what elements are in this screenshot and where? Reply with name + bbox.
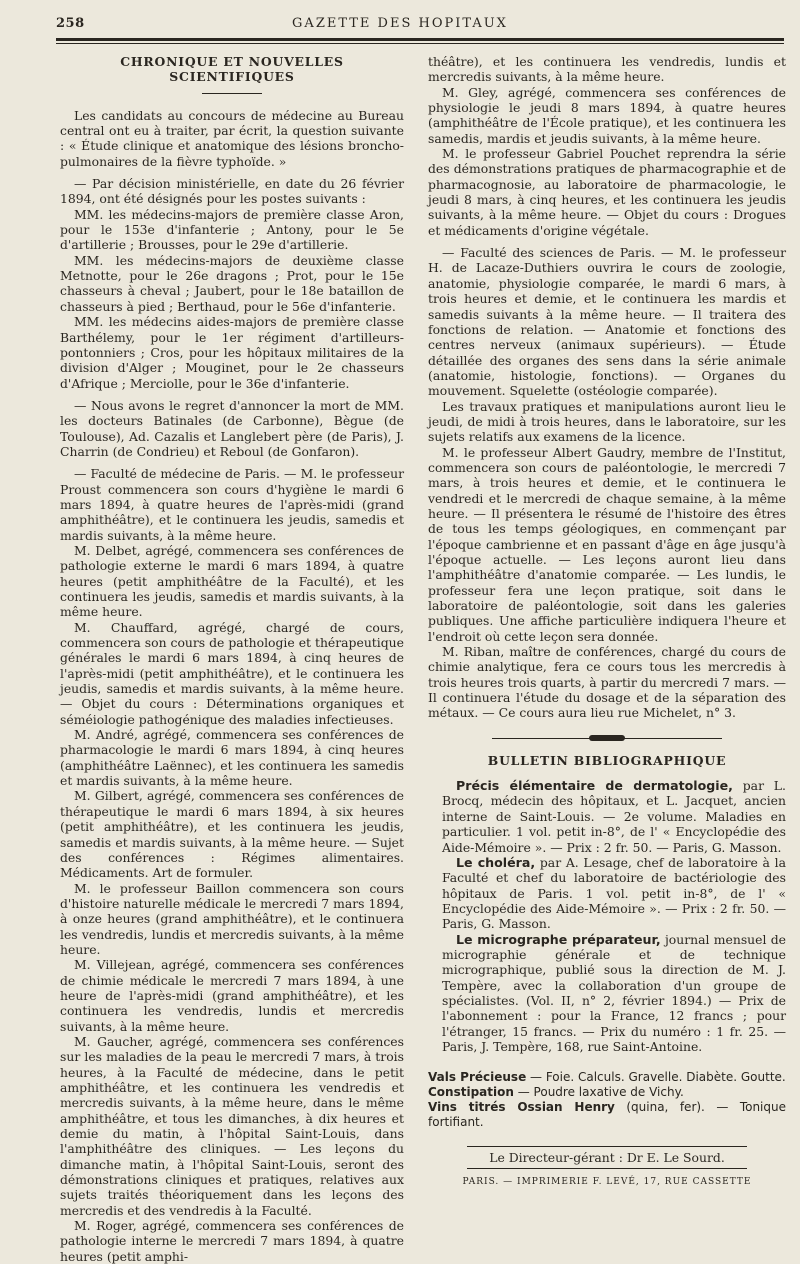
paragraph: — Nous avons le regret d'annoncer la mort de MM. les docteurs Batinales (de Carbonne), Bègue (de Toulouse), Ad. Cazalis et Langlebert père (de Paris), J. Charrin (de Condrieu) et Reboul (de Gonfaron). — [60, 397, 404, 459]
entry-text: par A. Lesage, chef de laboratoire à la Faculté et chef du laboratoire de bactériologie des hôpitaux de Paris. 1 vol. petit in-8°, de l' « Encyclopédie des Aide-Mémoire ». — Prix : 2 fr. 50. — Paris, G. Masson. — [442, 854, 786, 932]
paragraph: M. Roger, agrégé, commencera ses conférences de pathologie interne le mercredi 7 mars 1894, à quatre heures (petit amphi- — [60, 1218, 404, 1264]
header-rule — [56, 38, 784, 44]
ad-title: Vins titrés Ossian Henry — [428, 1100, 615, 1115]
paragraph: M. le professeur Baillon commencera son cours d'histoire naturelle médicale le mercredi 7 mars 1894, à onze heures (grand amphithéâtre), et le continuera les vendredis, lundis et mercredis suivants, à la même heure. — [60, 880, 404, 957]
chronique-title: CHRONIQUE ET NOUVELLES SCIENTIFIQUES — [120, 54, 344, 85]
left-column — [60, 54, 404, 1264]
paragraph: théâtre), et les continuera les vendredis, lundis et mercredis suivants, à la même heure. — [428, 54, 786, 85]
entry-title: Précis élémentaire de dermatologie, — [456, 778, 733, 794]
right-column — [428, 54, 786, 1190]
paragraph: — Faculté de médecine de Paris. — M. le professeur Proust commencera son cours d'hygiène le mardi 6 mars 1894, à quatre heures de l'après-midi (grand amphithéâtre), et le continuera les jeudis, samedis et mardis suivants, à la même heure. — [60, 466, 404, 543]
entry-text: par L. Brocq, médecin des hôpitaux, et L. Jacquet, ancien interne de Saint-Louis. — 2e volume. Maladies en particulier. 1 vol. petit in-8°, de l' « Encyclopédie des Aide-Mémoire ». — Prix : 2 fr. 50. — Paris, G. Masson. — [442, 778, 786, 855]
paragraph: M. Riban, maître de conférences, chargé du cours de chimie analytique, fera ce cours tous les mercredis à trois heures trois quarts, à partir du mercredi 7 mars. — Il continuera l'étude du dosage et de la séparation des métaux. — Ce cours aura lieu rue Michelet, n° 3. — [428, 644, 786, 721]
entry-text: journal mensuel de micrographie générale et de technique micrographique, publié sous la direction de M. J. Tempère, avec la collaboration d'un groupe de spécialistes. (Vol. II, n° 2, février 1894.) — Prix de l'abonnement : pour la France, 12 francs ; pour l'étranger, 15 francs. — Prix du numéro : 1 fr. 25. — Paris, J. Tempère, 168, rue Saint-Antoine. — [442, 931, 786, 1054]
advertisements — [428, 1070, 786, 1130]
paragraph: — Par décision ministérielle, en date du 26 février 1894, ont été désignés pour les postes suivants : — [60, 176, 404, 207]
paragraph: M. Villejean, agrégé, commencera ses conférences de chimie médicale le mercredi 7 mars 1894, à une heure de l'après-midi (grand amphithéâtre), et les continuera les vendredis, lundis et mercredis suivants, à la même heure. — [60, 957, 404, 1034]
paragraph: Les travaux pratiques et manipulations auront lieu le jeudi, de midi à trois heures, dans le laboratoire, sur les sujets relatifs aux examens de la licence. — [428, 398, 786, 445]
page-number: 258 — [56, 16, 85, 31]
ad-title: Constipation — [428, 1085, 514, 1100]
entry-title: Le micrographe préparateur, — [456, 931, 661, 947]
paragraph: MM. les médecins-majors de deuxième classe Metnotte, pour le 26e dragons ; Prot, pour le 15e chasseurs à cheval ; Jaubert, pour le 18e bataillon de chasseurs à pied ; Berthaud, pour le 56e d'infanterie. — [60, 252, 404, 314]
gerant-signature: Le Directeur-gérant : Dr E. Le Sourd. — [489, 1150, 725, 1166]
bulletin-title: BULLETIN BIBLIOGRAPHIQUE — [487, 752, 727, 768]
paragraph: M. André, agrégé, commencera ses conférences de pharmacologie le mardi 6 mars 1894, à cinq heures (amphithéâtre Laënnec), et les continuera les samedis et mardis suivants, à la même heure. — [60, 727, 404, 789]
paragraph: MM. les médecins aides-majors de première classe Barthélemy, pour le 1er régiment d'artilleurs-pontonniers ; Cros, pour les hôpitaux militaires de la division d'Alger ; Mouginet, pour le 2e chasseurs d'Afrique ; Merciolle, pour le 36e d'infanterie. — [60, 314, 404, 391]
paragraph: — Faculté des sciences de Paris. — M. le professeur H. de Lacaze-Duthiers ouvrira le cours de zoologie, anatomie, physiologie comparée, le mardi 6 mars, à trois heures et demie, et le continuera les mardis et samedis suivants à la même heure. — Il traitera des fonctions de relation. — Anatomie et fonctions des centres nerveux (animaux supérieurs). — Étude détaillée des organes des sens dans la série animale (anatomie, histologie, fonctions). — Organes du mouvement. Squelette (ostéologie comparée). — [428, 245, 786, 399]
gerant-block — [428, 1146, 786, 1190]
ad-line — [428, 1085, 786, 1100]
paragraph: M. le professeur Gabriel Pouchet reprendra la série des démonstrations pratiques de pharmacographie et de pharmacognosie, au laboratoire de pharmacologie, le jeudi 8 mars, à cinq heures, et les continuera les jeudis suivants, à la même heure. — Objet du cours : Drogues et médicaments d'origine végétale. — [428, 146, 786, 238]
ad-line — [428, 1100, 786, 1130]
ad-text: (quina, fer). — Tonique fortifiant. — [428, 1100, 786, 1130]
paragraph: M. Delbet, agrégé, commencera ses conférences de pathologie externe le mardi 6 mars 1894, à quatre heures (petit amphithéâtre de la Faculté), et les continuera les jeudis, samedis et mardis suivants, à la même heure. — [60, 542, 404, 620]
entry-title: Le choléra, — [456, 854, 536, 870]
bibliography-entry — [428, 855, 786, 932]
paragraph: M. Gley, agrégé, commencera ses conférences de physiologie le jeudi 8 mars 1894, à quatre heures (amphithéâtre de l'École pratique), et les continuera les samedis, mardis et jeudis suivants, à la même heure. — [428, 84, 786, 146]
title-rule — [202, 93, 262, 94]
ad-text: — Foie. Calculs. Gravelle. Diabète. Goutte. — [526, 1070, 786, 1085]
gerant-rule-bottom — [467, 1168, 747, 1169]
running-title: GAZETTE DES HOPITAUX — [292, 16, 508, 31]
bibliography-entry — [428, 778, 786, 855]
paragraph: MM. les médecins-majors de première classe Aron, pour le 153e d'infanterie ; Antony, pour le 5e d'artillerie ; Brousses, pour le 29e d'artillerie. — [60, 206, 404, 253]
paragraph: M. Gilbert, agrégé, commencera ses conférences de thérapeutique le mardi 6 mars 1894, à six heures (petit amphithéâtre), et les continuera les jeudis, samedis et mardis suivants, à la même heure. — Sujet des conférences : Régimes alimentaires. Médicaments. Art de formuler. — [60, 788, 404, 881]
paragraph: M. le professeur Albert Gaudry, membre de l'Institut, commencera son cours de paléontologie, le mercredi 7 mars, à trois heures et demie, et le continuera le vendredi et le mercredi de chaque semaine, à la même heure. — Il présentera le résumé de l'histoire des êtres de tous les temps géologiques, en commençant par l'époque cambrienne et en passant d'âge en âge jusqu'à l'époque actuelle. — Les leçons auront lieu dans l'amphithéâtre d'anatomie comparée. — Les lundis, le professeur fera une leçon pratique, soit dans le laboratoire de paléontologie, soit dans les galeries publiques. Une affiche particulière indiquera l'heure et l'endroit où cette leçon sera donnée. — [428, 444, 786, 644]
ad-line — [428, 1070, 786, 1085]
ornament-divider — [492, 735, 722, 741]
ad-title: Vals Précieuse — [428, 1070, 527, 1085]
bibliography-entry — [428, 932, 786, 1055]
ad-text: — Poudre laxative de Vichy. — [513, 1085, 684, 1100]
paragraph: M. Chauffard, agrégé, chargé de cours, commencera son cours de pathologie et thérapeutique générales le mardi 6 mars 1894, à cinq heures de l'après-midi (petit amphithéâtre), et le continuera les jeudis, samedis et mardis suivants, à la même heure. — Objet du cours : Déterminations organiques et séméiologie pathogénique des maladies infectieuses. — [60, 619, 404, 727]
imprint: PARIS. — IMPRIMERIE F. LEVÉ, 17, RUE CASSETTE — [462, 1176, 752, 1187]
paragraph: M. Gaucher, agrégé, commencera ses conférences sur les maladies de la peau le mercredi 7 mars, à trois heures, à la Faculté de médecine, dans le petit amphithéâtre, et les continuera les vendredis et mercredis suivants, à la même heure, dans le même amphithéâtre, et tous les dimanches, à dix heures et demie du matin, à l'hôpital Saint-Louis, dans l'amphithéâtre des cliniques. — Les leçons du dimanche matin, à l'hôpital Saint-Louis, seront des démonstrations cliniques et pratiques, relatives aux sujets traités théoriquement dans les leçons des mercredis et des vendredis à la Faculté. — [60, 1033, 404, 1218]
paragraph: Les candidats au concours de médecine au Bureau central ont eu à traiter, par écrit, la question suivante : « Étude clinique et anatomique des lésions broncho-pulmonaires de la fièvre typhoïde. » — [60, 107, 404, 169]
